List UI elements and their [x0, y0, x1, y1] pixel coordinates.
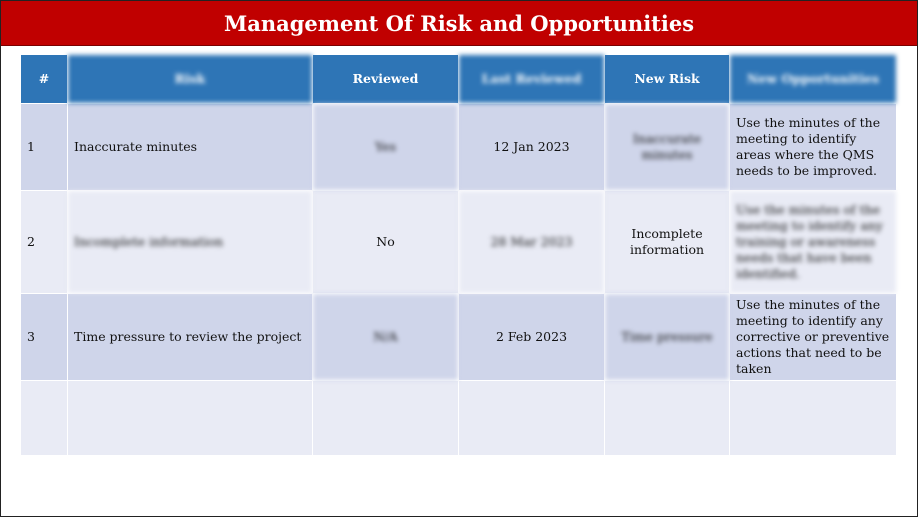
header-last-reviewed: Last Reviewed [459, 55, 605, 104]
reviewed-cell: No [313, 191, 459, 294]
row-number: 3 [21, 294, 68, 381]
empty-cell [68, 381, 313, 456]
new-opportunities-cell: Use the minutes of the meeting to identify any training or awareness needs that have been identified. [730, 191, 897, 294]
new-opportunities-cell: Use the minutes of the meeting to identify any corrective or preventive actions that need to be taken [730, 294, 897, 381]
empty-cell [459, 381, 605, 456]
reviewed-cell: Yes [313, 104, 459, 191]
risk-cell: Inaccurate minutes [68, 104, 313, 191]
table-row-empty [21, 381, 897, 456]
table-row [21, 294, 897, 381]
last-reviewed-cell: 2 Feb 2023 [459, 294, 605, 381]
last-reviewed-cell: 28 Mar 2023 [459, 191, 605, 294]
new-risk-cell: Inaccurate minutes [605, 104, 730, 191]
page-title: Management Of Risk and Opportunities [1, 1, 917, 46]
row-number: 1 [21, 104, 68, 191]
risk-table [20, 55, 897, 456]
header-risk: Risk [68, 55, 313, 104]
empty-cell [605, 381, 730, 456]
header-new-opportunities: New Opportunities [730, 55, 897, 104]
header-reviewed: Reviewed [313, 55, 459, 104]
header-new-risk: New Risk [605, 55, 730, 104]
empty-cell [730, 381, 897, 456]
reviewed-cell: N/A [313, 294, 459, 381]
row-number: 2 [21, 191, 68, 294]
empty-cell [21, 381, 68, 456]
risk-cell: Incomplete information [68, 191, 313, 294]
empty-cell [313, 381, 459, 456]
header-number: # [21, 55, 68, 104]
new-risk-cell: Incomplete information [605, 191, 730, 294]
risk-cell: Time pressure to review the project [68, 294, 313, 381]
table-header-row [21, 55, 897, 104]
table-row [21, 104, 897, 191]
last-reviewed-cell: 12 Jan 2023 [459, 104, 605, 191]
table-row [21, 191, 897, 294]
new-opportunities-cell: Use the minutes of the meeting to identify areas where the QMS needs to be improved. [730, 104, 897, 191]
new-risk-cell: Time pressure [605, 294, 730, 381]
